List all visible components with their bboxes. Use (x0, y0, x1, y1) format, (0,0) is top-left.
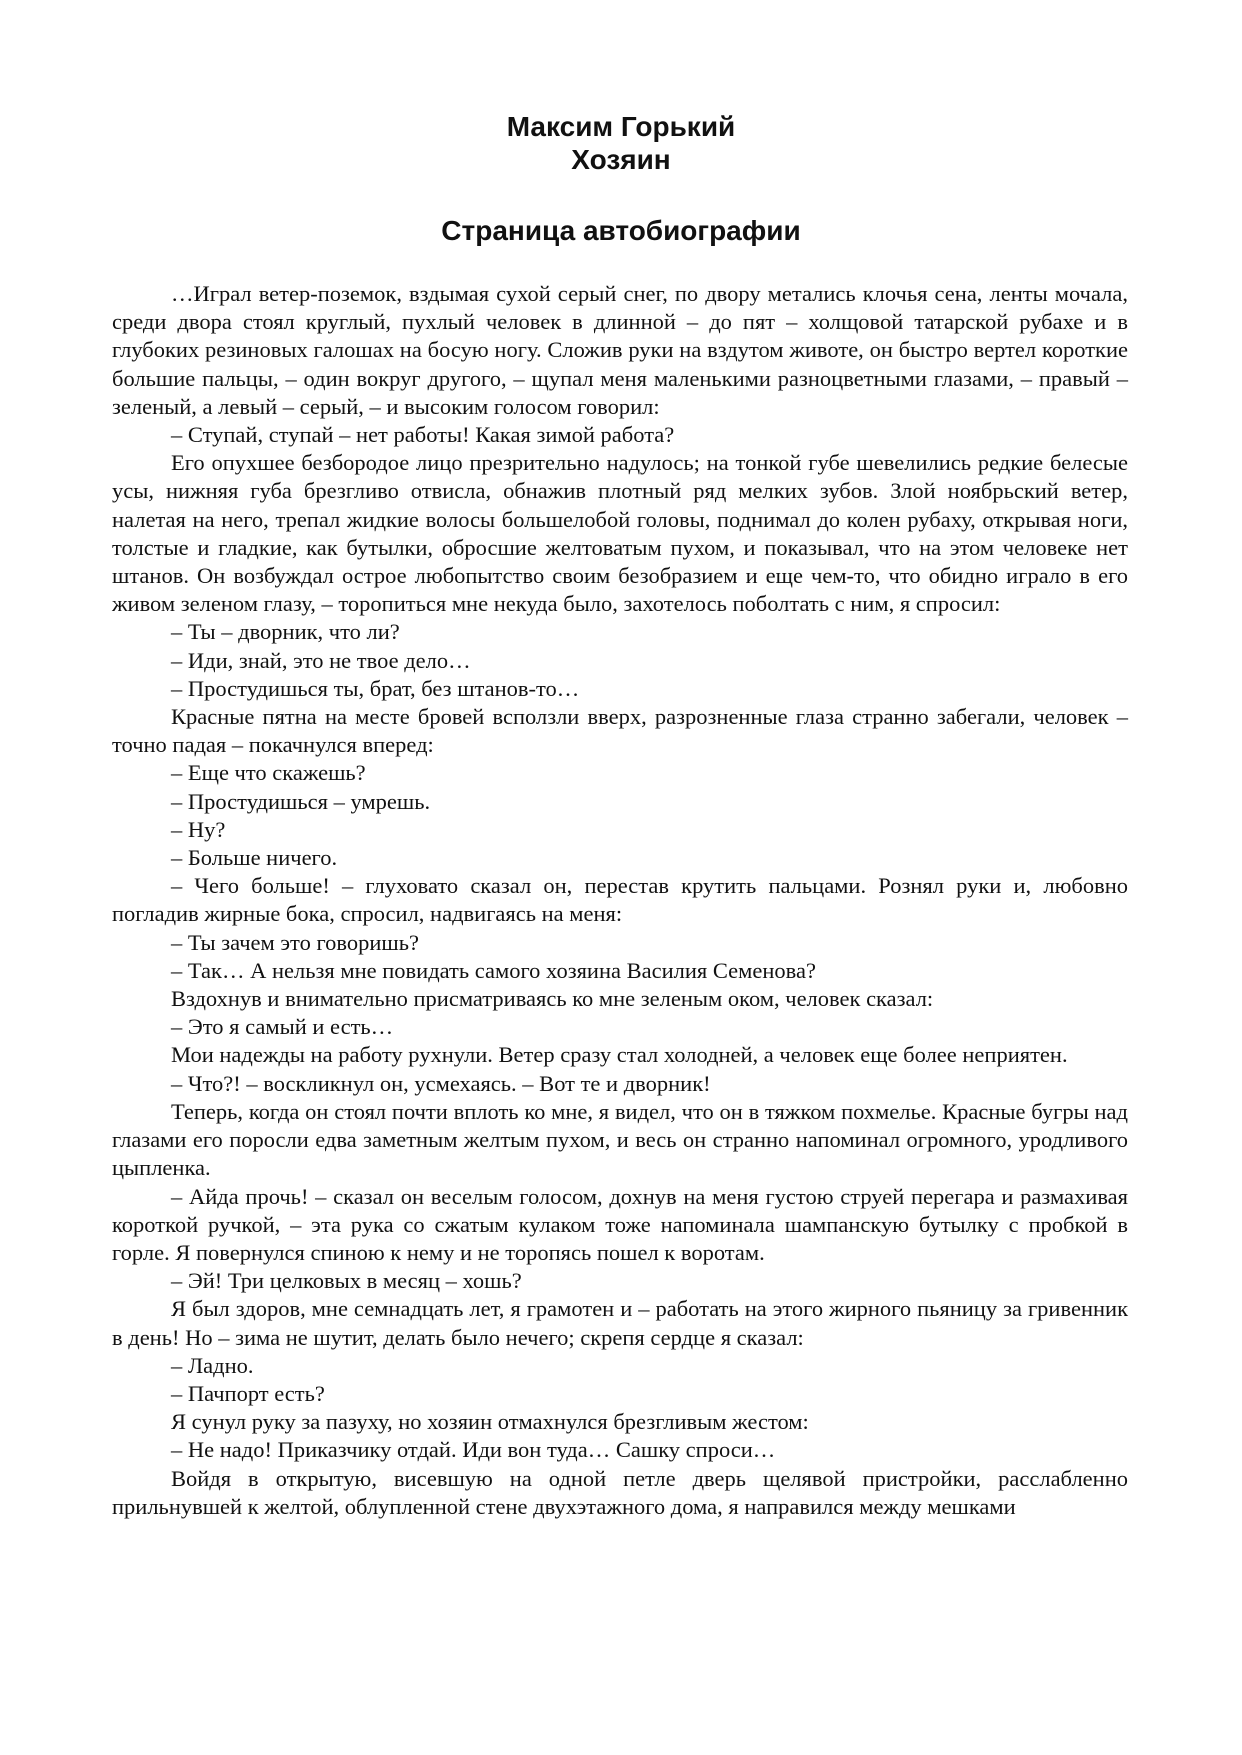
story-subtitle: Страница автобиографии (441, 215, 801, 246)
paragraph: – Так… А нельзя мне повидать самого хозяина Василия Семенова? (171, 957, 816, 983)
paragraph: – Ну? (171, 816, 226, 842)
paragraph: – Иди, знай, это не твое дело… (171, 647, 471, 673)
paragraph: – Не надо! Приказчику отдай. Иди вон туда… Сашку спроси… (171, 1437, 776, 1463)
paragraph: – Простудишься ты, брат, без штанов-то… (171, 675, 580, 701)
paragraph: Вздохнув и внимательно присматриваясь ко мне зеленым оком, человек сказал: (171, 986, 934, 1012)
paragraph: – Ты зачем это говоришь? (171, 929, 419, 955)
paragraph: – Чего больше! – глуховато сказал он, перестав крутить пальцами. Рознял руки и, любовно погладив жирные бока, спросил, надвигаясь на меня: (112, 873, 1128, 927)
author-heading: Максим Горький (506, 111, 736, 142)
paragraph: – Еще что скажешь? (171, 760, 366, 786)
paragraph: – Ступай, ступай – нет работы! Какая зимой работа? (171, 422, 675, 448)
paragraph: – Что?! – воскликнул он, усмехаясь. – Вот те и дворник! (171, 1070, 711, 1096)
paragraph: – Ты – дворник, что ли? (171, 619, 400, 645)
story-body (112, 280, 1128, 1521)
paragraph: – Это я самый и есть… (171, 1014, 394, 1040)
story-title: Хозяин (571, 144, 671, 175)
paragraph: – Больше ничего. (171, 845, 338, 871)
paragraph: Войдя в открытую, висевшую на одной петле дверь щелявой пристройки, расслабленно прильнувшей к желтой, облупленной стене двухэтажного дома, я направился между мешками (112, 1465, 1128, 1519)
paragraph: Я был здоров, мне семнадцать лет, я грамотен и – работать на этого жирного пьяницу за гривенник в день! Но – зима не шутит, делать было нечего; скрепя сердце я сказал: (112, 1296, 1128, 1350)
paragraph: – Ладно. (171, 1352, 254, 1378)
paragraph: Мои надежды на работу рухнули. Ветер сразу стал холодней, а человек еще более неприятен. (171, 1042, 1068, 1068)
paragraph: Теперь, когда он стоял почти вплоть ко мне, я видел, что он в тяжком похмелье. Красные бугры над глазами его поросли едва заметным желтым пухом, и весь он странно напоминал огромного, уродливого цыпленка. (112, 1098, 1128, 1181)
paragraph: – Пачпорт есть? (171, 1380, 325, 1406)
paragraph: – Айда прочь! – сказал он веселым голосом, дохнув на меня густою струей перегара и размахивая короткой ручкой, – эта рука со сжатым кулаком тоже напоминала шампанскую бутылку с пробкой в горле. Я повернулся спиною к нему и не торопясь пошел к воротам. (112, 1183, 1128, 1265)
paragraph: Красные пятна на месте бровей всползли вверх, разрозненные глаза странно забегали, человек – точно падая – покачнулся вперед: (112, 704, 1128, 758)
paragraph: Его опухшее безбородое лицо презрительно надулось; на тонкой губе шевелились редкие белесые усы, нижняя губа брезгливо отвисла, обнажив плотный ряд мелких зубов. Злой ноябрьский ветер, налетая на него, трепал жидкие волосы большелобой головы, поднимал до колен рубаху, открывая ноги, толстые и гладкие, как бутылки, обросшие желтоватым пухом, и показывал, что на этом человеке нет штанов. Он возбуждал острое любопытство своим безобразием и еще чем-то, что обидно играло в его живом зеленом глазу, – торопиться мне некуда было, захотелось поболтать с ним, я спросил: (112, 450, 1128, 617)
paragraph: …Играл ветер-поземок, вздымая сухой серый снег, по двору метались клочья сена, ленты мочала, среди двора стоял круглый, пухлый человек в длинной – до пят – холщовой татарской рубахе и в глубоких резиновых галошах на босую ногу. Сложив руки на вздутом животе, он быстро вертел короткие большие пальцы, – один вокруг другого, – щупал меня маленькими разноцветными глазами, – правый – зеленый, а левый – серый, – и высоким голосом говорил: (112, 281, 1128, 419)
paragraph: – Простудишься – умрешь. (171, 788, 431, 814)
paragraph: – Эй! Три целковых в месяц – хошь? (171, 1268, 522, 1294)
paragraph: Я сунул руку за пазуху, но хозяин отмахнулся брезгливым жестом: (171, 1409, 809, 1435)
